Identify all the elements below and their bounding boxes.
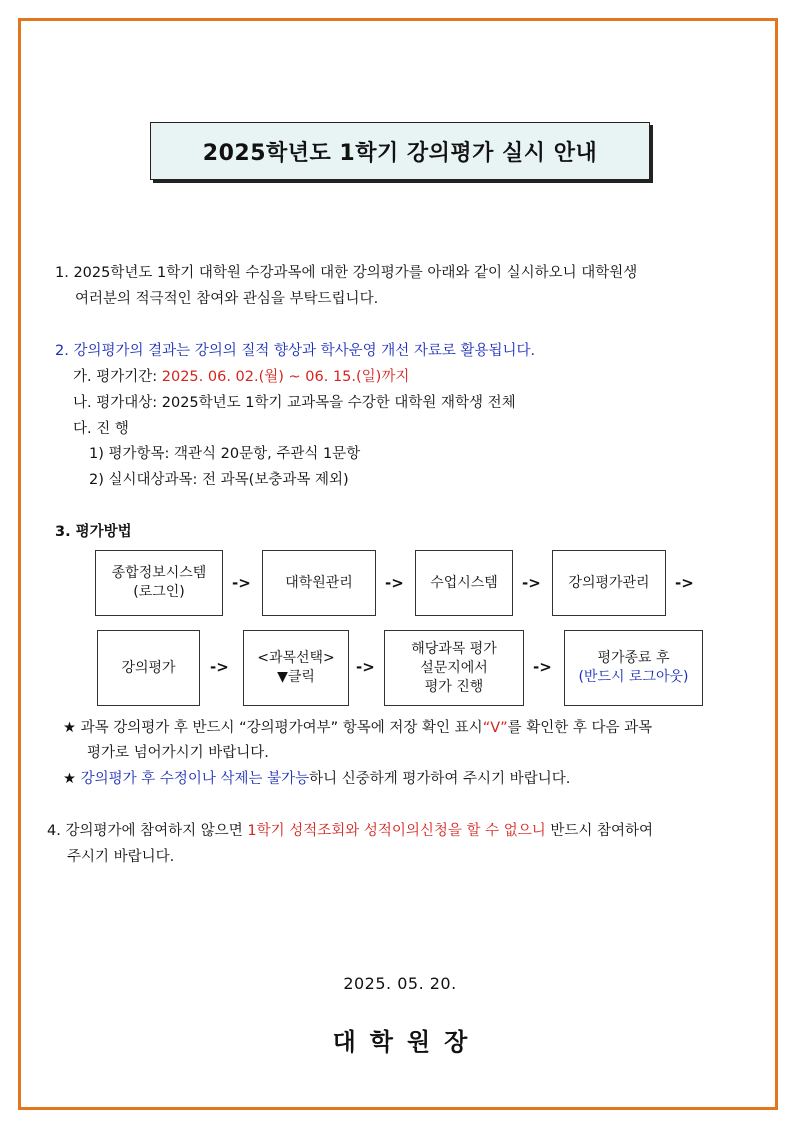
item2-sub1: 1) 평가항목: 객관식 20문항, 주관식 1문항 (89, 446, 361, 462)
note2-rest: 하니 신중하게 평가하여 주시기 바랍니다. (309, 771, 571, 787)
item4-warning: 1학기 성적조회와 성적이의신청을 할 수 없으니 (247, 823, 546, 839)
page-title: 2025학년도 1학기 강의평가 실시 안내 (202, 140, 598, 166)
note1-text-b: 를 확인한 후 다음 과목 (507, 720, 653, 736)
note1-text-a: ★ 과목 강의평가 후 반드시 “강의평가여부” 항목에 저장 확인 표시 (63, 720, 483, 736)
note2 (63, 769, 570, 789)
flow-box-eval-admin (552, 550, 666, 616)
flow-box-line: 해당과목 평가 (411, 640, 497, 657)
flow-arrow: -> (522, 574, 541, 592)
flow-box-line: 설문지에서 (420, 659, 488, 676)
item1-line2: 여러분의 적극적인 참여와 관심을 부탁드립니다. (75, 291, 379, 307)
flow-box-line: <과목선택> (257, 650, 335, 666)
item2-heading: 2. 강의평가의 결과는 강의의 질적 향상과 학사운영 개선 자료로 활용됩니다. (55, 343, 536, 359)
flow-box-line: 종합정보시스템 (111, 565, 207, 581)
notice-date: 2025. 05. 20. (343, 974, 457, 993)
flow-arrow: -> (385, 574, 404, 592)
flow-box-lecture-eval (97, 630, 200, 706)
note2-warning: 강의평가 후 수정이나 삭제는 불가능 (80, 771, 310, 787)
item4-line1 (47, 821, 653, 841)
flow-box-course-select (243, 630, 349, 706)
flow-box-line: 대학원관리 (285, 574, 353, 591)
flow-arrow: -> (356, 658, 375, 676)
item2-progress: 다. 진 행 (73, 421, 129, 437)
logout-note: (반드시 로그아웃) (578, 669, 689, 685)
note1-v-mark: “V” (482, 720, 508, 736)
flow-box-line: 수업시스템 (430, 574, 498, 591)
note1-line1 (63, 718, 652, 738)
note2-star: ★ (63, 771, 81, 787)
flow-box-line: (로그인) (133, 584, 185, 600)
item2-period (73, 367, 409, 387)
flow-box-line: 강의평가관리 (568, 574, 650, 591)
flow-box-class-system (415, 550, 513, 616)
period-label: 가. 평가기간: (73, 369, 162, 385)
flow-arrow: -> (232, 574, 251, 592)
flow-box-line: 강의평가 (121, 659, 176, 676)
period-value: 2025. 06. 02.(월) ~ 06. 15.(일)까지 (161, 369, 410, 385)
note1-line2: 평가로 넘어가시기 바랍니다. (87, 745, 269, 761)
signature: 대학원장 (332, 1028, 482, 1056)
item4-text-a: 4. 강의평가에 참여하지 않으면 (47, 823, 248, 839)
item3-heading: 3. 평가방법 (55, 524, 132, 540)
flow-arrow: -> (210, 658, 229, 676)
flow-box-line: ▼클릭 (277, 669, 315, 685)
item4-text-b: 반드시 참여하여 (545, 823, 654, 839)
item2-sub2: 2) 실시대상과목: 전 과목(보충과목 제외) (89, 472, 349, 488)
flow-box-integrated-system (95, 550, 223, 616)
flow-box-line: 평가종료 후 (597, 650, 670, 666)
flow-arrow: -> (675, 574, 694, 592)
flow-box-survey (384, 630, 524, 706)
item2-target: 나. 평가대상: 2025학년도 1학기 교과목을 수강한 대학원 재학생 전체 (73, 395, 516, 411)
flow-box-finish (564, 630, 703, 706)
flow-arrow: -> (533, 658, 552, 676)
flow-box-line: 평가 진행 (424, 678, 484, 695)
item1-line1: 1. 2025학년도 1학기 대학원 수강과목에 대한 강의평가를 아래와 같이 실시하오니 대학원생 (55, 265, 638, 281)
title-box (150, 122, 650, 180)
flow-box-graduate-admin (262, 550, 376, 616)
item4-line2: 주시기 바랍니다. (67, 849, 175, 865)
